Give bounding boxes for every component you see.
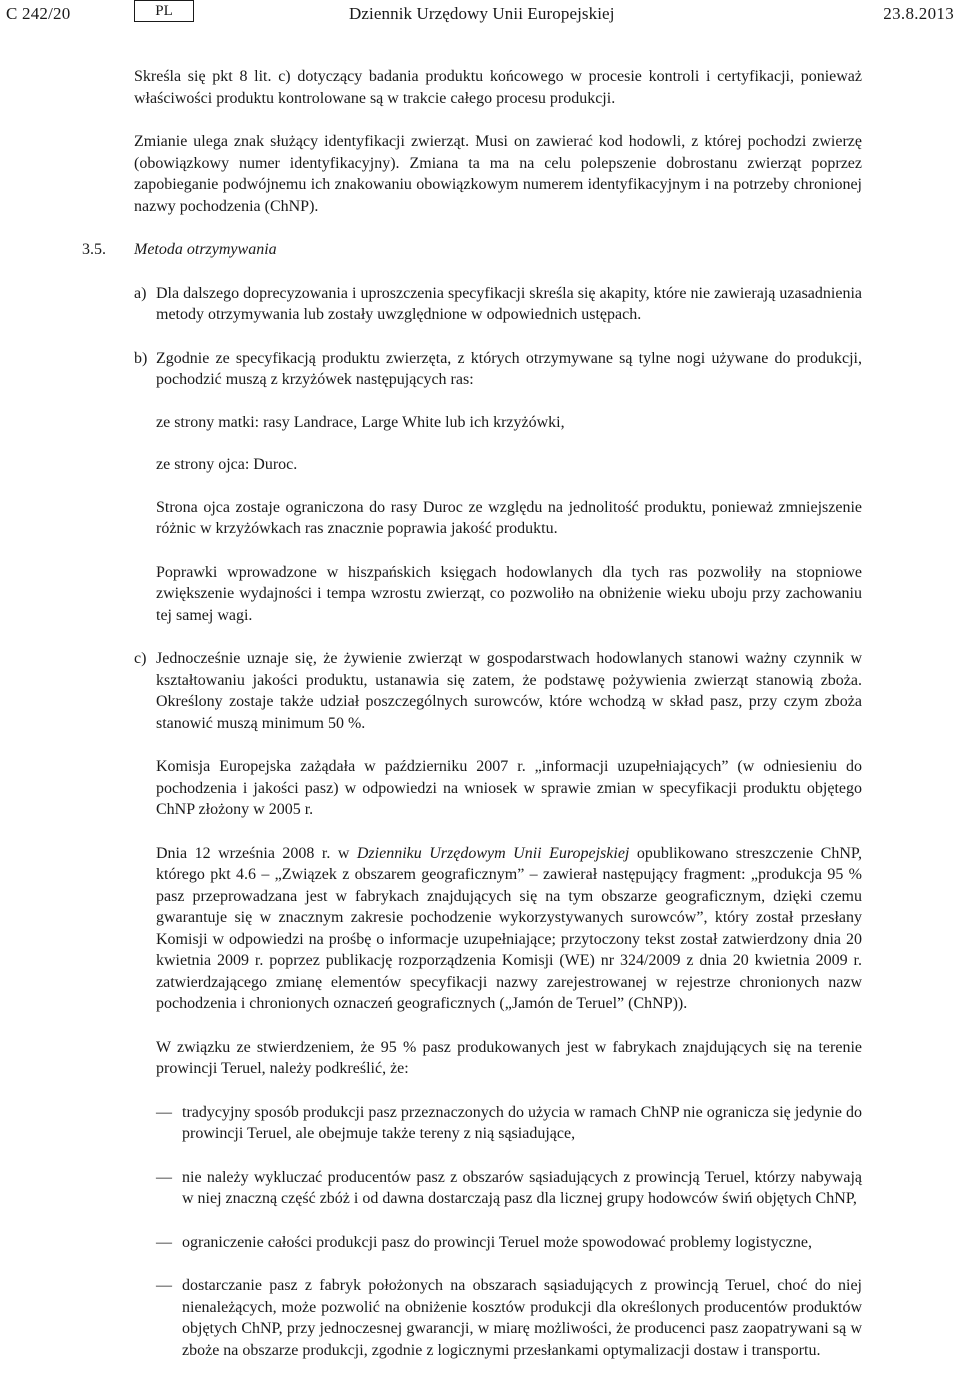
- dash-list-item: [156, 1275, 862, 1361]
- publication-text-start: Dnia 12 września 2008 r. w: [156, 844, 357, 862]
- section-heading: [82, 239, 862, 261]
- publication-date: 23.8.2013: [883, 4, 954, 23]
- document-body: [82, 66, 862, 1361]
- journal-reference: C 242/20: [6, 4, 71, 23]
- section-title: Metoda otrzymywania: [134, 241, 277, 258]
- dash-marker: —: [156, 1168, 172, 1186]
- dash-item-text: ograniczenie całości produkcji pasz do prowincji Teruel może spowodować problemy logistyczne,: [182, 1233, 812, 1251]
- dash-list-item: [156, 1232, 862, 1254]
- item-text: Jednocześnie uznaje się, że żywienie zwierząt w gospodarstwach hodowlanych stanowi ważny czynnik w kształtowaniu jakości produktu, ustanawia się zatem, że podstawę pożywienia zwierząt stanowią zboża. Określony zostaje także udział poszczególnych surowców, które wchodzą w skład pasz, przy czym zboża stanowić muszą minimum 50 %.: [156, 650, 862, 732]
- breed-mother-line: ze strony matki: rasy Landrace, Large White lub ich krzyżówki,: [156, 413, 565, 431]
- dash-item-text: tradycyjny sposób produkcji pasz przeznaczonych do użycia w ramach ChNP nie ogranicza się jedynie do prowincji Teruel, ale obejmuje także tereny z nią sąsiadujące,: [182, 1103, 862, 1142]
- breed-father-line: ze strony ojca: Duroc.: [156, 456, 298, 473]
- paragraph-teruel-intro: W związku ze stwierdzeniem, że 95 % pasz produkowanych jest w fabrykach znajdujących się na terenie prowincji Teruel, należy podkreślić, że:: [156, 1038, 862, 1077]
- paragraph-herdbooks: Poprawki wprowadzone w hiszpańskich księgach hodowlanych dla tych ras pozwoliły na stopniowe zwiększenie wydajności i tempa wzrostu zwierząt, co pozwoliło na obniżenie wieku uboju przy zachowaniu tej samej wagi.: [156, 563, 862, 624]
- section-number: 3.5.: [82, 241, 106, 258]
- paragraph-commission-request: Komisja Europejska zażądała w październiku 2007 r. „informacji uzupełniających” (w odniesieniu do pochodzenia i jakości pasz) w odpowiedzi na wniosek w sprawie zmian w specyfikacji produktu objętego ChNP złożony w 2005 r.: [156, 758, 862, 818]
- dash-item-text: dostarczanie pasz z fabryk położonych na obszarach sąsiadujących z prowincją Teruel, choć do niej nienależących, może pozwolić na obniżenie kosztów produkcji dla określonych producentów produktów objętych ChNP, przy jednoczesnej gwarancji, w miarę możliwości, że producenci pasz zaopatrywani są w zboże na obszarze produkcji, zgodnie z logicznymi przesłankami optymalizacji dostaw i transportu.: [182, 1277, 862, 1359]
- dash-marker: —: [156, 1103, 172, 1121]
- item-text: Zgodnie ze specyfikacją produktu zwierzęta, z których otrzymywane są tylne nogi używane do produkcji, pochodzić muszą z krzyżówek następujących ras:: [156, 349, 862, 388]
- paragraph-duroc: Strona ojca zostaje ograniczona do rasy Duroc ze względu na jednolitość produktu, ponieważ zmniejszenie różnic w krzyżówkach ras znacznie poprawia jakość produktu.: [156, 498, 862, 537]
- language-code-box: PL: [134, 0, 194, 22]
- item-label: a): [134, 284, 147, 302]
- dash-list-item: [156, 1167, 862, 1210]
- paragraph-publication: [156, 843, 862, 1015]
- journal-name-italic: Dzienniku Urzędowym Unii Europejskiej: [356, 844, 630, 862]
- dash-marker: —: [156, 1277, 172, 1294]
- item-text: Dla dalszego doprecyzowania i uproszczenia specyfikacji skreśla się akapity, które nie zawierają uzasadnienia metody otrzymywania lub zostały uwzględnione w odpowiednich ustępach.: [156, 284, 862, 323]
- page-header: [0, 0, 960, 30]
- item-label: b): [134, 349, 148, 367]
- list-item-c: [134, 648, 862, 734]
- dash-marker: —: [156, 1233, 172, 1251]
- journal-title: Dziennik Urzędowy Unii Europejskiej: [349, 4, 615, 23]
- publication-text-rest: opublikowano streszczenie ChNP, którego pkt 4.6 – „Związek z obszarem geograficznym” – zawierał następujący fragment: „produkcja 95 % pasz przeprowadzana jest w fabrykach znajdujących się na tym obszarze geograficznym, dzięki czemu gwarantuje się w znacznym zakresie pochodzenie wykorzystywanych surowców”, który został przesłany Komisji w odpowiedzi na prośbę o informacje uzupełniające; przytoczony tekst został zatwierdzony dnia 20 kwietnia 2009 r. poprzez publikację rozporządzenia Komisji (WE) nr 324/2009 z dnia 20 kwietnia 2009 r. zatwierdzającego zmianę elementów specyfikacji nazwy zarejestrowanej w rejestrze chronionych nazw pochodzenia i chronionych oznaczeń geograficznych („Jamón de Teruel” (ChNP)).: [156, 844, 862, 1012]
- dash-item-text: nie należy wykluczać producentów pasz z obszarów sąsiadujących z prowincją Teruel, którzy nabywają w niej znaczną część zbóż i od dawna dostarczają pasz dla licznej grupy hodowców świń objętych ChNP,: [182, 1168, 862, 1207]
- list-item-a: [134, 283, 862, 326]
- dash-list-item: [156, 1102, 862, 1145]
- paragraph-identification-mark: Zmianie ulega znak służący identyfikacji zwierząt. Musi on zawierać kod hodowli, z której pochodzi zwierzę (obowiązkowy numer identyfikacyjny). Zmiana ta ma na celu polepszenie dobrostanu zwierząt poprzez zapobieganie podwójnemu ich znakowaniu obowiązkowym numerem identyfikacyjnym i na potrzeby chronionej nazwy pochodzenia (ChNP).: [134, 133, 862, 215]
- list-item-b: [134, 348, 862, 391]
- item-label: c): [134, 650, 147, 667]
- paragraph-deleted-point: Skreśla się pkt 8 lit. c) dotyczący badania produktu końcowego w procesie kontroli i certyfikacji, ponieważ właściwości produktu kontrolowane są w trakcie całego procesu produkcji.: [134, 68, 862, 107]
